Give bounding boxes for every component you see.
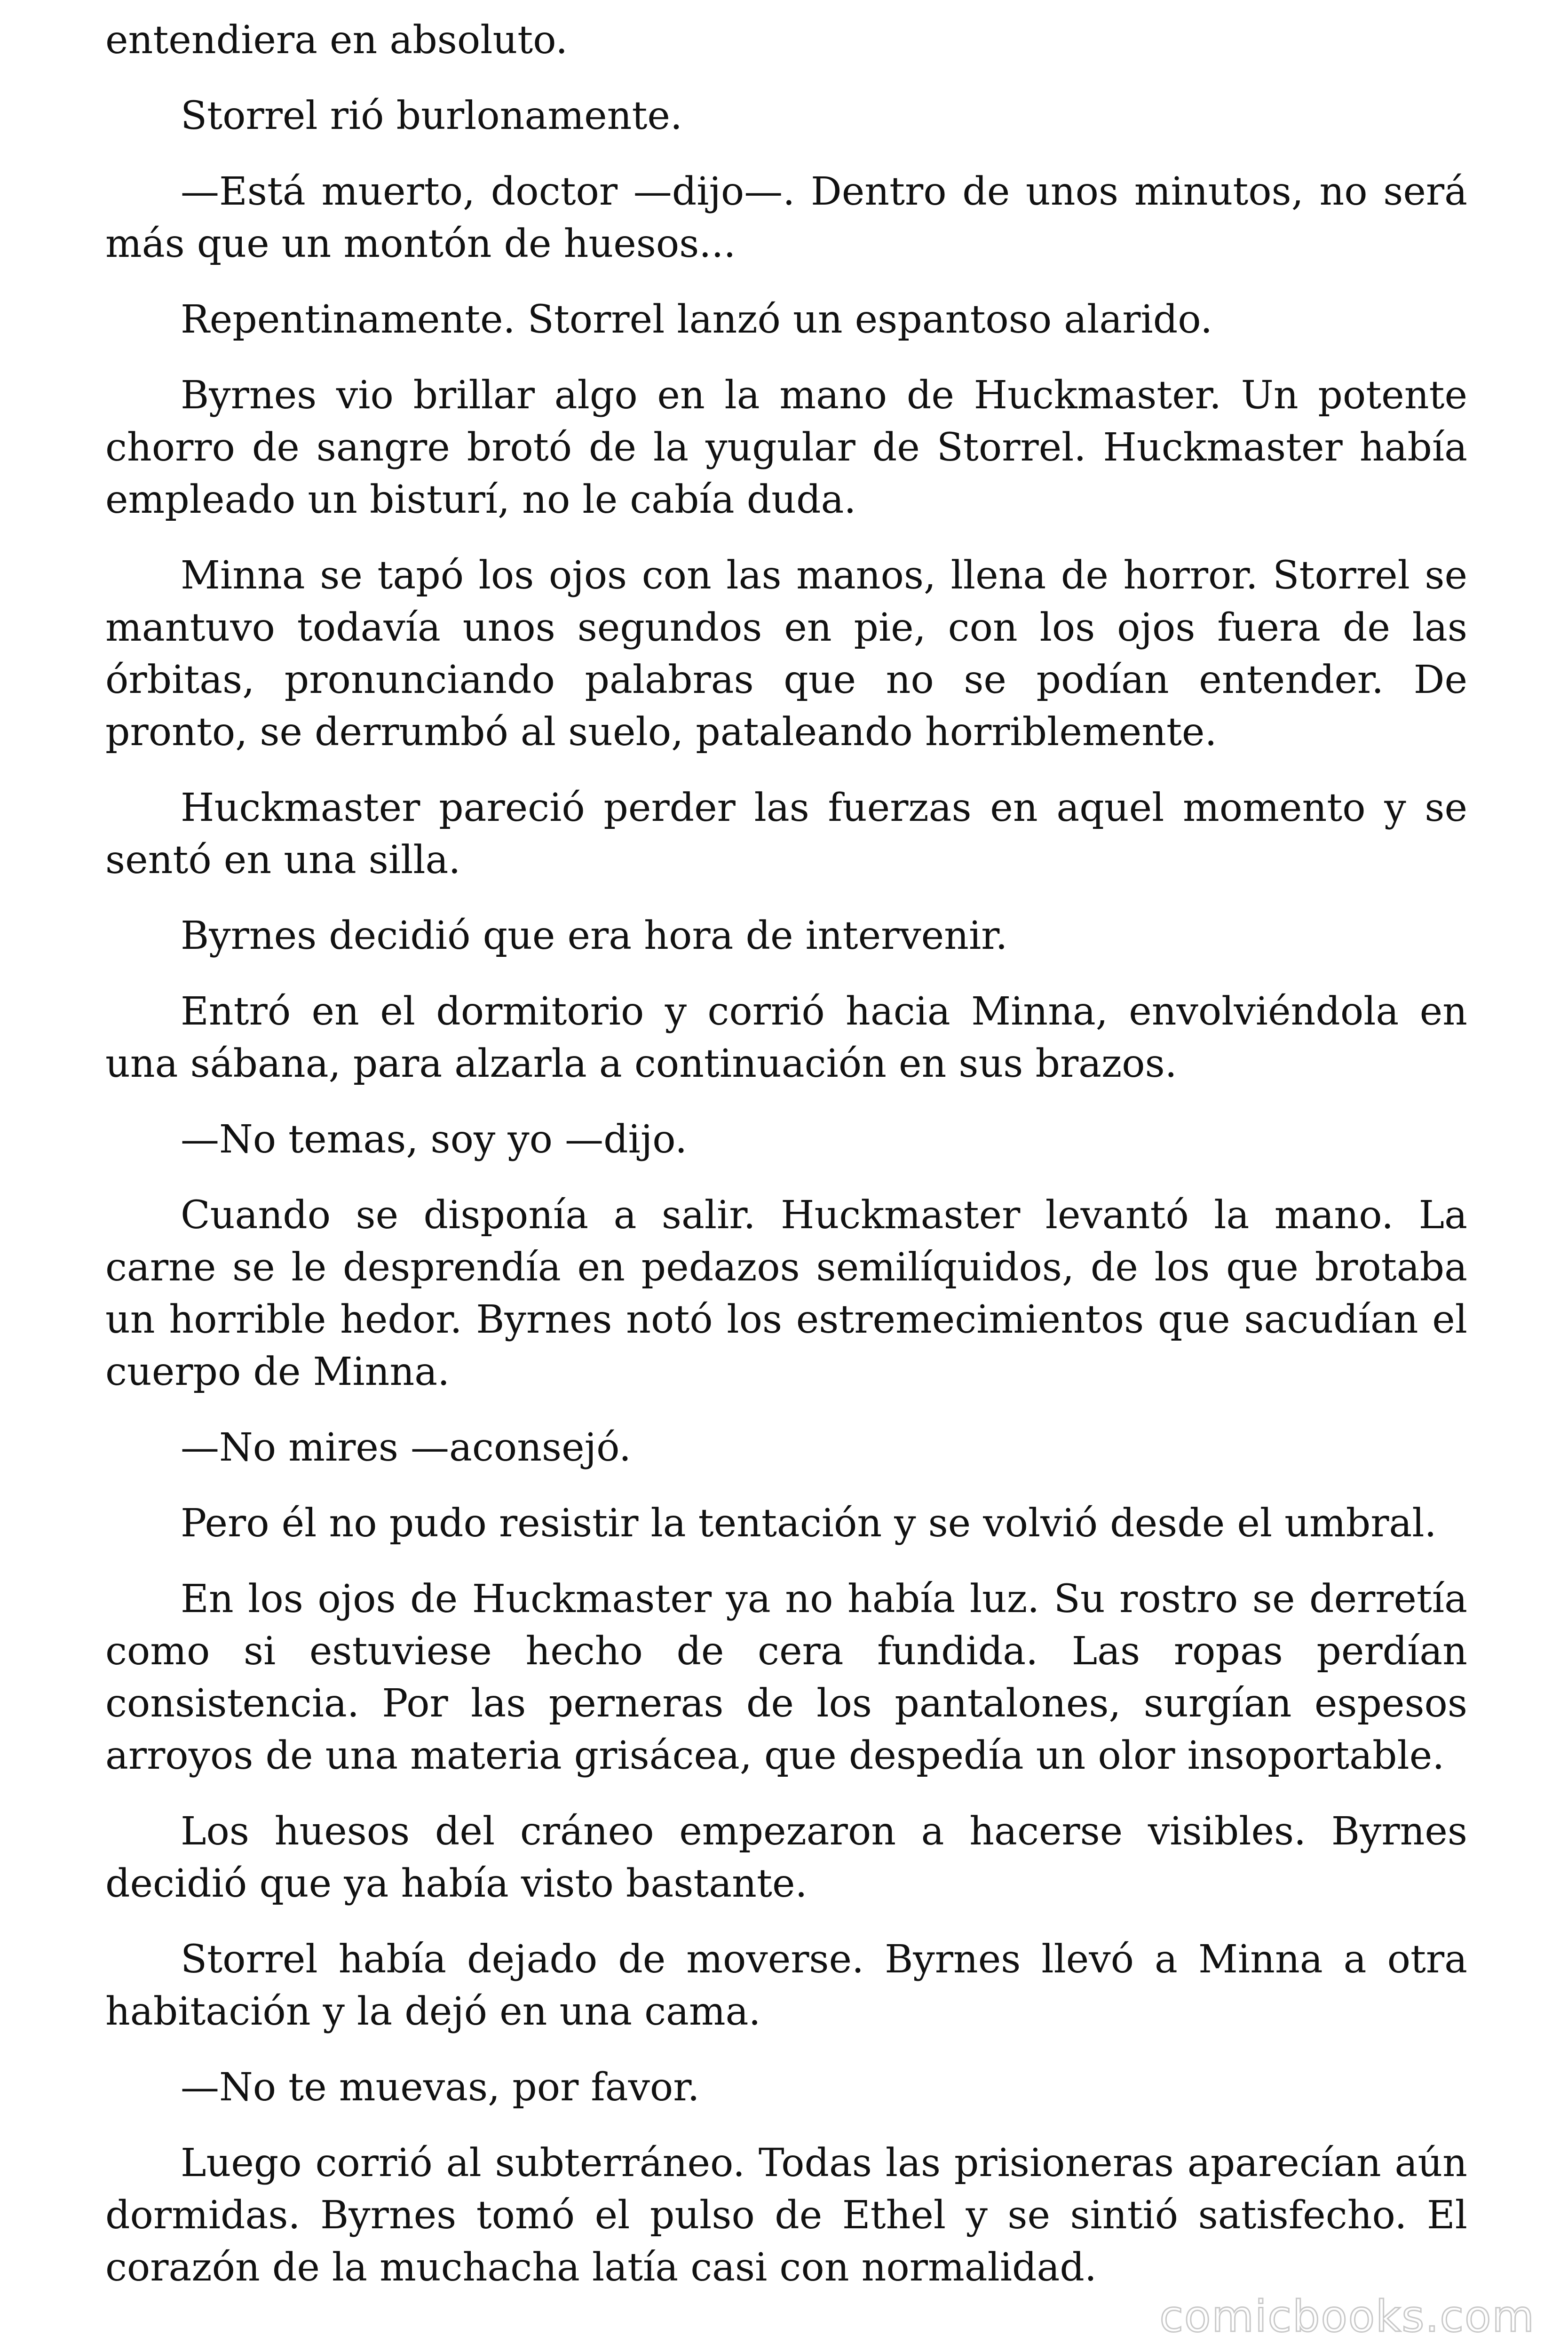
paragraph: —No temas, soy yo —dijo. [181,1117,688,1162]
paragraph: Byrnes vio brillar algo en la mano de Huckmaster. Un potente chorro de sangre brotó de la yugular de Storrel. Huckmaster había empleado un bisturí, no le cabía duda. [105,373,1467,522]
paragraph: Cuando se disponía a salir. Huckmaster levantó la mano. La carne se le desprendía en pedazos semilíquidos, de los que brotaba un horrible hedor. Byrnes notó los estremecimientos que sacudían el cuerpo de Minna. [105,1193,1467,1394]
paragraph: Minna se tapó los ojos con las manos, llena de horror. Storrel se mantuvo todavía unos segundos en pie, con los ojos fuera de las órbitas, pronunciando palabras que no se podían entender. De pronto, se derrumbó al suelo, pataleando horriblemente. [105,553,1467,755]
paragraph: Byrnes decidió que era hora de intervenir. [181,914,1008,958]
paragraph: Huckmaster pareció perder las fuerzas en aquel momento y se sentó en una silla. [105,786,1467,882]
paragraph: —No mires —aconsejó. [181,1425,632,1470]
watermark: comicbooks.com [1159,2291,1535,2342]
paragraph: En los ojos de Huckmaster ya no había luz. Su rostro se derretía como si estuviese hecho de cera fundida. Las ropas perdían consistencia. Por las perneras de los pantalones, surgían espesos arroyos de una materia grisácea, que despedía un olor insoportable. [105,1577,1467,1778]
paragraph-continuation: entendiera en absoluto. [105,18,568,63]
paragraph: Repentinamente. Storrel lanzó un espantoso alarido. [181,297,1213,342]
paragraph: Luego corrió al subterráneo. Todas las prisioneras aparecían aún dormidas. Byrnes tomó el pulso de Ethel y se sintió satisfecho. El corazón de la muchacha latía casi con normalidad. [105,2141,1467,2290]
book-page [105,14,1467,2317]
paragraph: —Está muerto, doctor —dijo—. Dentro de unos minutos, no será más que un montón de huesos... [105,169,1467,266]
paragraph: Entró en el dormitorio y corrió hacia Minna, envolviéndola en una sábana, para alzarla a continuación en sus brazos. [105,989,1467,1086]
paragraph: —No te muevas, por favor. [181,2065,700,2110]
paragraph: Los huesos del cráneo empezaron a hacerse visibles. Byrnes decidió que ya había visto bastante. [105,1809,1467,1906]
paragraph: Pero él no pudo resistir la tentación y se volvió desde el umbral. [181,1501,1437,1546]
paragraph: Storrel rió burlonamente. [181,94,683,138]
paragraph: Storrel había dejado de moverse. Byrnes llevó a Minna a otra habitación y la dejó en una cama. [105,1937,1467,2034]
